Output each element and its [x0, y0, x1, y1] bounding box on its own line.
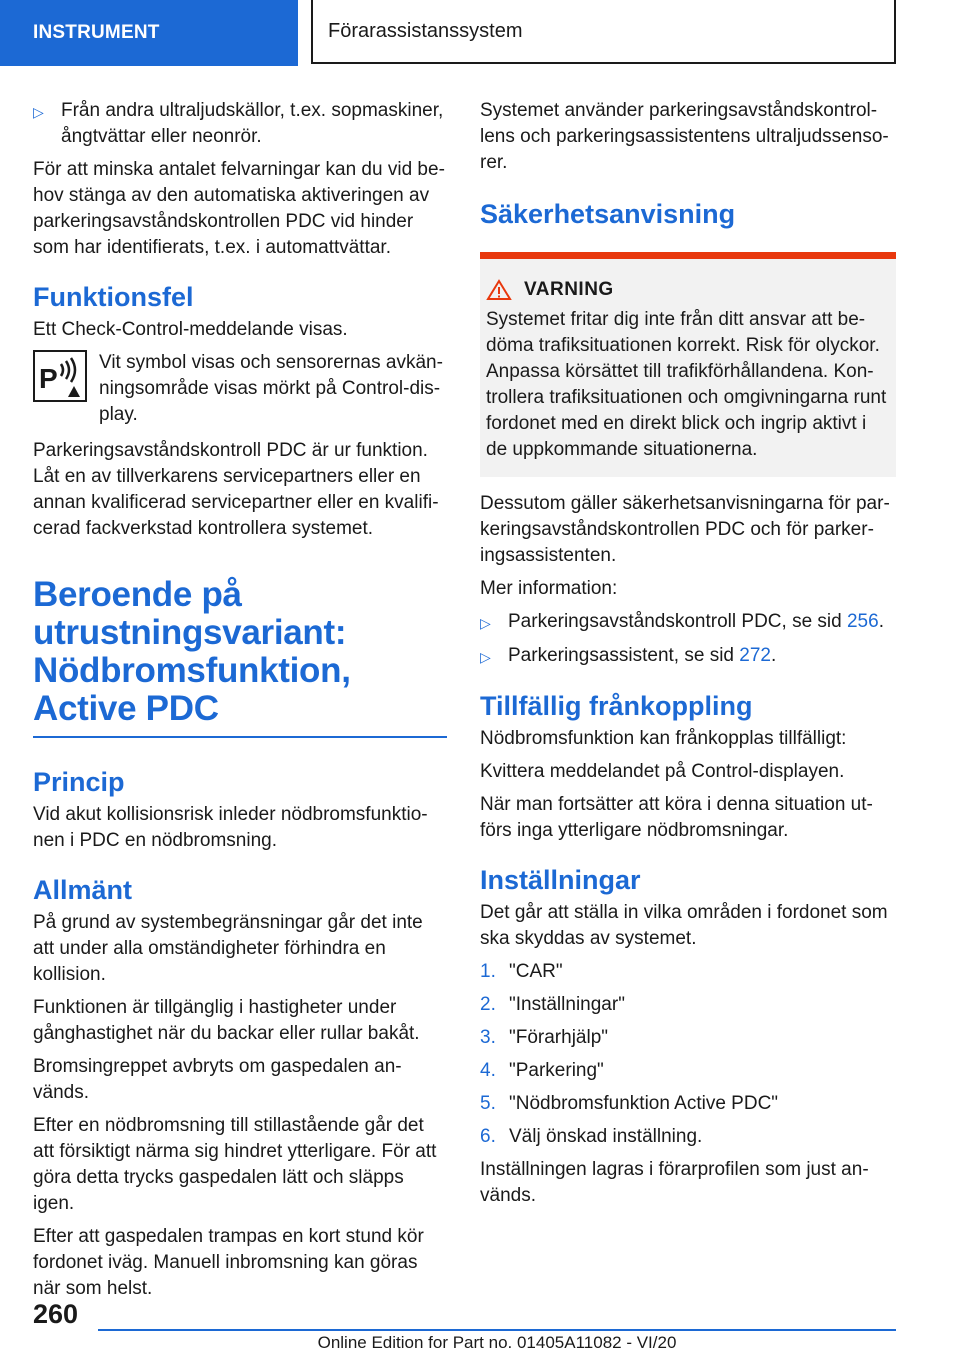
list-item: ▷ Parkeringsavståndskontroll PDC, se sid 256. — [480, 609, 896, 636]
heading-emergency-brake: Beroende på utrustningsvariant: Nödbromsfunktion, Active PDC — [33, 576, 447, 738]
paragraph: Dessutom gäller säkerhetsanvisningarna för parkeringsavståndskontrollen PDC och för parkeringsassistenten. — [480, 493, 890, 566]
paragraph: Mer information: — [480, 578, 618, 599]
paragraph: Funktionen är tillgänglig i hastigheter under gånghastighet när du backar eller rullar bakåt. — [33, 997, 420, 1044]
warning-text: Systemet fritar dig inte från ditt ansvar att bedöma trafiksituationen korrekt. Risk för olyckor. Anpassa körsättet till trafikförhållandena. Kontrollera trafiksituationen och omgivningarna runt fordonet med en direkt blick och ingrip aktivt i de uppkommande situationerna. — [486, 309, 887, 460]
warning-title: VARNING — [524, 279, 614, 300]
page-link-272[interactable]: 272 — [739, 645, 771, 666]
paragraph: För att minska antalet felvarningar kan du vid behov stänga av den automatiska aktiveringen av parkeringsavståndskontrollen PDC vid hinder som har identifierats, t.ex. i automattvättar. — [33, 159, 445, 258]
page-number: 260 — [33, 1299, 79, 1329]
paragraph: Ett Check-Control-meddelande visas. — [33, 319, 348, 340]
paragraph: Efter en nödbromsning till stillastående går det att försiktigt närma sig hindret ytterligare. För att göra detta trycks gaspedalen lätt och släpps igen. — [33, 1115, 437, 1214]
list-item-text: Parkeringsassistent, se sid — [508, 645, 740, 666]
heading-settings: Inställningar — [480, 865, 641, 895]
triangle-bullet-icon: ▷ — [33, 104, 44, 120]
section-tab: INSTRUMENT — [0, 0, 298, 66]
page-link-256[interactable]: 256 — [846, 611, 879, 632]
paragraph: Det går att ställa in vilka områden i fordonet som ska skyddas av systemet. — [480, 902, 888, 949]
warning-triangle-icon — [486, 279, 512, 301]
list-item-text: Från andra ultraljudskällor, t.ex. sopmaskiner, ångtvättar eller neonrör. — [61, 100, 444, 147]
paragraph: Nödbromsfunktion kan frånkopplas tillfälligt: — [480, 728, 847, 749]
right-column — [480, 98, 896, 1216]
heading-safety: Säkerhetsanvisning — [480, 199, 736, 229]
list-item-text: Parkeringsavståndskontroll PDC, se sid — [508, 611, 847, 632]
paragraph: Parkeringsavståndskontroll PDC är ur funktion. Låt en av tillverkarens servicepartners eller en annan kvalificerad servicepartner eller en kvalificerad fackverkstad kontrollera systemet. — [33, 440, 439, 539]
warning-header — [486, 277, 890, 303]
triangle-bullet-icon: ▷ — [480, 615, 491, 631]
warning-box — [480, 252, 896, 477]
step-item: 1. "CAR" — [480, 961, 563, 982]
heading-allmant: Allmänt — [33, 875, 133, 905]
symbol-description: Vit symbol visas och sensorernas avkänningsområde visas mörkt på Control-display. — [99, 352, 443, 425]
page-header — [0, 0, 960, 66]
step-item: 5. "Nödbromsfunktion Active PDC" — [480, 1093, 779, 1114]
step-item: 3. "Förarhjälp" — [480, 1027, 609, 1048]
footer-divider — [98, 1329, 896, 1331]
list-item: ▷ Parkeringsassistent, se sid 272. — [480, 643, 896, 670]
step-item: 4. "Parkering" — [480, 1060, 604, 1081]
paragraph: På grund av systembegränsningar går det inte att under alla omständigheter förhindra en kollision. — [33, 912, 423, 985]
symbol-row — [33, 350, 447, 428]
paragraph: Systemet använder parkeringsavståndskontrollens och parkeringsassistentens ultraljudssensorer. — [480, 100, 889, 173]
paragraph: Kvittera meddelandet på Control-displayen. — [480, 761, 845, 782]
list-item — [33, 98, 447, 150]
svg-text:P: P — [39, 363, 58, 394]
step-item: 6. Välj önskad inställning. — [480, 1126, 703, 1147]
paragraph: Vid akut kollisionsrisk inleder nödbromsfunktionen i PDC en nödbromsning. — [33, 804, 428, 851]
step-item: 2. "Inställningar" — [480, 994, 625, 1015]
paragraph: Bromsingreppet avbryts om gaspedalen används. — [33, 1056, 402, 1103]
steps-list — [480, 959, 896, 1150]
paragraph: Efter att gaspedalen trampas en kort stund kör fordonet iväg. Manuell inbromsning kan göras när som helst. — [33, 1226, 424, 1299]
heading-princip: Princip — [33, 767, 125, 797]
heading-funktionsfel: Funktionsfel — [33, 282, 194, 312]
pdc-fault-symbol-icon — [33, 350, 99, 428]
paragraph: Inställningen lagras i förarprofilen som just används. — [480, 1159, 869, 1206]
triangle-bullet-icon: ▷ — [480, 649, 491, 665]
edition-note: Online Edition for Part no. 01405A11082 - VI/20 — [317, 1333, 677, 1352]
left-column — [33, 98, 447, 1309]
paragraph: När man fortsätter att köra i denna situation utförs inga ytterligare nödbromsningar. — [480, 794, 873, 841]
chapter-tab: Förarassistanssystem — [311, 0, 896, 64]
heading-temporary-disable: Tillfällig frånkoppling — [480, 691, 753, 721]
